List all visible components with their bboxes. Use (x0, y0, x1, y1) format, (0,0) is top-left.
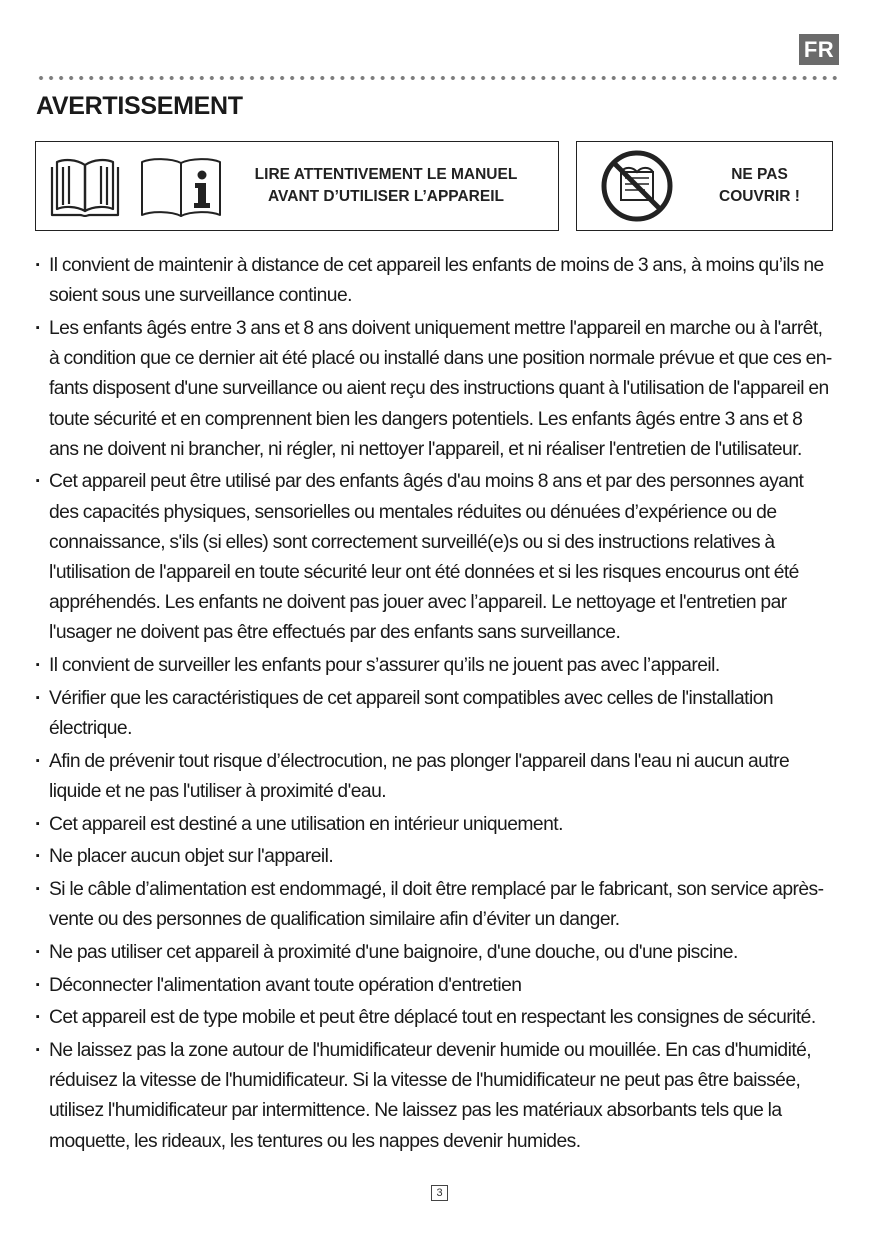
list-item: · Il convient de maintenir à distance de cet appareil les enfants de moins de 3 ans, à moins qu’ils ne soient sous une surveillance continue. (36, 251, 836, 311)
info-icon (136, 155, 226, 217)
list-item: · Les enfants âgés entre 3 ans et 8 ans doivent uniquement mettre l'appareil en marche ou à l'arrêt, à condition que ce dernier ait été placé ou installé dans une position normale prévue et que ces enfants disposent d'une surveillance ou aient reçu des instructions quant à l'utilisation de l'appareil en toute sécurité et en comprennent bien les dangers potentiels. Les enfants âgés entre 3 ans et 8 ans ne doivent ni brancher, ni régler, ni nettoyer l'appareil, et ni réaliser l'entretien de l'utilisateur. (36, 314, 836, 465)
list-item: · Il convient de surveiller les enfants pour s’assurer qu’ils ne jouent pas avec l’appareil. (36, 651, 836, 681)
page-title: AVERTISSEMENT (36, 92, 243, 120)
list-item: · Cet appareil est de type mobile et peut être déplacé tout en respectant les consignes de sécurité. (36, 1003, 836, 1033)
language-badge: FR (799, 34, 839, 65)
list-item: · Déconnecter l'alimentation avant toute opération d'entretien (36, 971, 836, 1001)
book-icon (46, 155, 124, 217)
list-item: · Afin de prévenir tout risque d’électrocution, ne pas plonger l'appareil dans l'eau ni aucun autre liquide et ne pas l'utiliser à proximité d'eau. (36, 747, 836, 807)
do-not-cover-notice (576, 141, 833, 231)
list-item: · Ne pas utiliser cet appareil à proximité d'une baignoire, d'une douche, ou d'une piscine. (36, 938, 836, 968)
list-item: · Ne placer aucun objet sur l'appareil. (36, 842, 836, 872)
read-manual-notice (35, 141, 559, 231)
warnings-list (36, 251, 836, 1159)
do-not-cover-text: NE PAS COUVRIR ! (719, 166, 800, 205)
list-item: · Vérifier que les caractéristiques de cet appareil sont compatibles avec celles de l'installation électrique. (36, 684, 836, 744)
do-not-cover-icon (599, 148, 675, 224)
page-number: 3 (431, 1185, 448, 1201)
dotted-divider (36, 75, 839, 81)
list-item: · Si le câble d’alimentation est endommagé, il doit être remplacé par le fabricant, son service après-vente ou des personnes de qualification similaire afin d’éviter un danger. (36, 875, 836, 935)
list-item: · Cet appareil est destiné a une utilisation en intérieur uniquement. (36, 810, 836, 840)
list-item: · Cet appareil peut être utilisé par des enfants âgés d'au moins 8 ans et par des personnes ayant des capacités physiques, sensorielles ou mentales réduites ou dénuées d’expérience ou de connaissance, s'ils (si elles) sont correctement surveillé(e)s ou si des instructions relatives à l'utilisation de l'appareil en toute sécurité leur ont été données et si les risques encourus ont été appréhendés. Les enfants ne doivent pas jouer avec l’appareil. Le nettoyage et l'entretien par l'usager ne doivent pas être effectués par des enfants sans surveillance. (36, 467, 836, 648)
read-manual-text: LIRE ATTENTIVEMENT LE MANUEL AVANT D’UTILISER L’APPAREIL (254, 166, 518, 205)
list-item: · Ne laissez pas la zone autour de l'humidificateur devenir humide ou mouillée. En cas d'humidité, réduisez la vitesse de l'humidificateur. Si la vitesse de l'humidificateur ne peut pas être baissée, utilisez l'humidificateur par intermittence. Ne laissez pas les matériaux absorbants tels que la moquette, les rideaux, les tentures ou les nappes devenir humides. (36, 1036, 836, 1157)
